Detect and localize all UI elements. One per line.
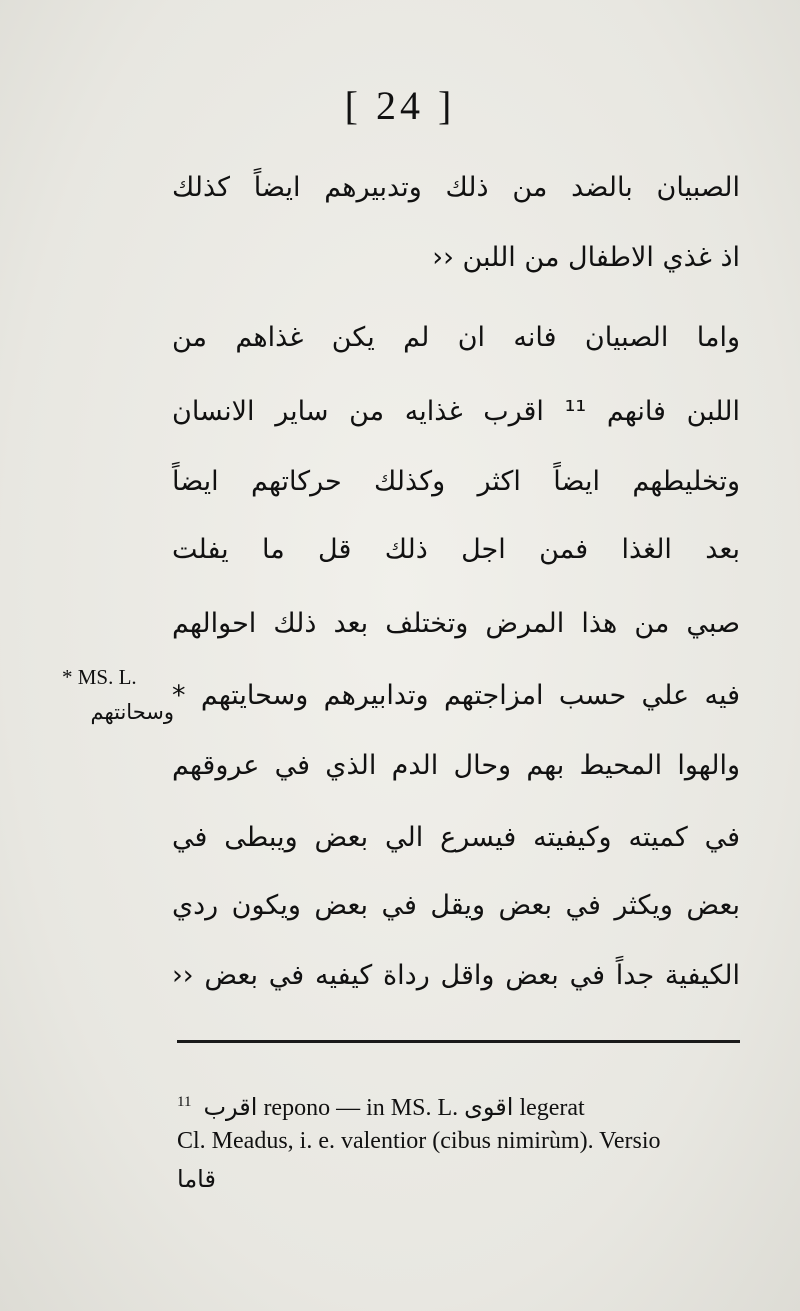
footnote-line-3: قاما (177, 1165, 216, 1193)
arabic-line: واما الصبيان فانه ان لم يكن غذاهم من (172, 322, 740, 353)
margin-note-label: * MS. L. (62, 665, 137, 689)
footnote-rule (177, 1040, 740, 1043)
footnote-line-1 (177, 1093, 742, 1122)
margin-note-arabic: وسحانتهم (90, 700, 174, 724)
footnote-text-2: legerat (519, 1095, 585, 1121)
arabic-line: اذ غذي الاطفال من اللبن ‹‹ (432, 242, 740, 273)
arabic-line: بعد الغذا فمن اجل ذلك قل ما يفلت (172, 534, 740, 565)
arabic-line: فيه علي حسب امزاجتهم وتدابيرهم وسحايتهم * (172, 680, 740, 711)
arabic-line: وتخليطهم ايضاً اكثر وكذلك حركاتهم ايضاً (172, 466, 740, 497)
footnote-line-2: Cl. Meadus, i. e. valentior (cibus nimirùm). Versio (177, 1128, 661, 1154)
arabic-line: بعض ويكثر في بعض ويقل في بعض ويكون ردي (172, 890, 740, 921)
footnote-arabic-2: اقوى (464, 1093, 514, 1121)
footnote-text-1: repono — in MS. L. (263, 1095, 459, 1121)
arabic-line: في كميته وكيفيته فيسرع الي بعض ويبطى في (172, 822, 740, 853)
arabic-line: والهوا المحيط بهم وحال الدم الذي في عروقهم (172, 750, 740, 781)
footnote-arabic-1: اقرب (203, 1093, 258, 1121)
arabic-line: اللبن فانهم ¹¹ اقرب غذايه من ساير الانسان (172, 396, 740, 427)
arabic-line: الصبيان بالضد من ذلك وتدبيرهم ايضاً كذلك (172, 172, 740, 203)
footnote-number: 11 (177, 1094, 192, 1110)
arabic-line: الكيفية جداً في بعض واقل رداة كيفيه في بعض ‹‹ (172, 960, 740, 991)
page-number: [ 24 ] (344, 83, 456, 128)
arabic-line: صبي من هذا المرض وتختلف بعد ذلك احوالهم (172, 608, 740, 639)
